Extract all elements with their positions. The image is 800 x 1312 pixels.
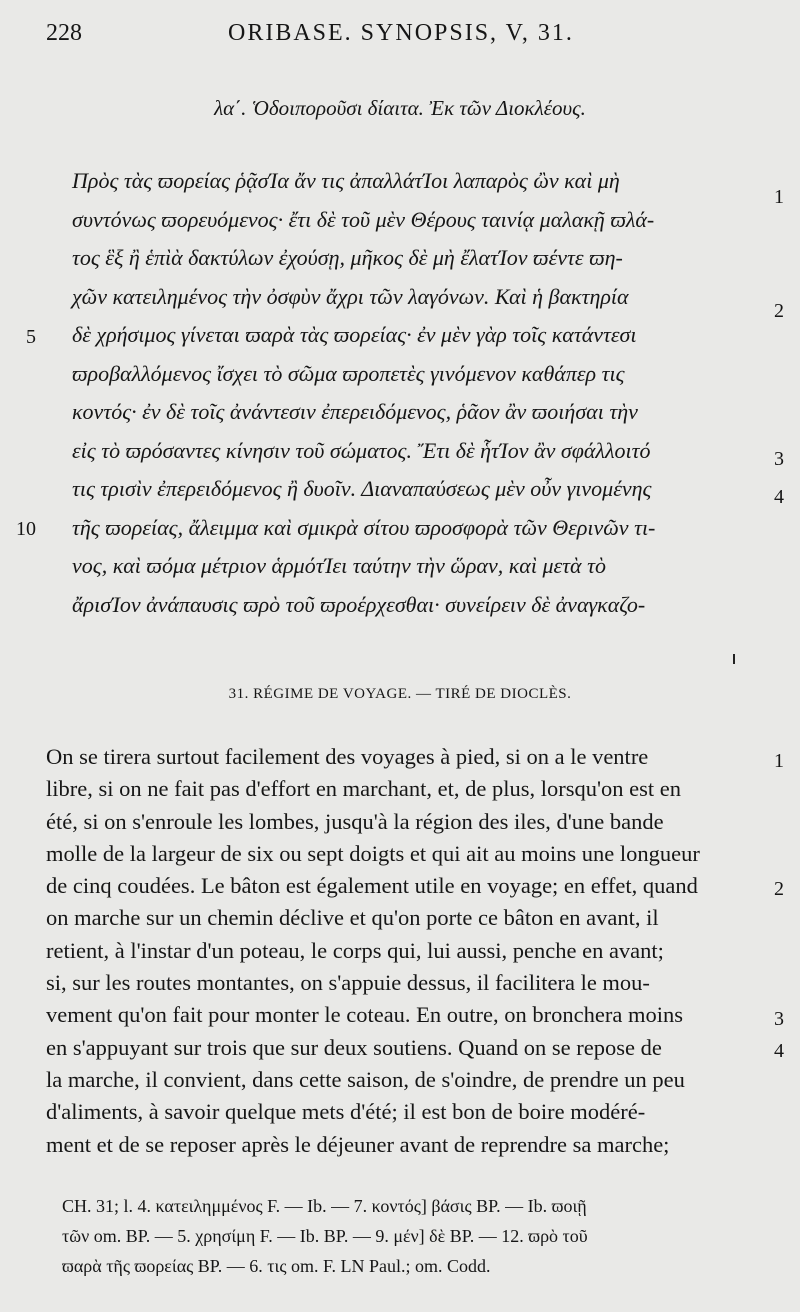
french-line: de cinq coudées. Le bâton est également utile en voyage; en effet, quand <box>46 873 698 899</box>
line-number-10: 10 <box>16 518 36 540</box>
french-line: été, si on s'enroule les lombes, jusqu'à la région des iles, d'une bande <box>46 808 664 834</box>
running-head: ORIBASE. SYNOPSIS, V, 31. <box>228 20 574 46</box>
page-number: 228 <box>46 20 82 46</box>
greek-line: συντόνως ϖορευόμενος· ἔτι δὲ τοῦ μὲν Θέρους ταινίᾳ μαλακῇ ϖλά- <box>72 206 655 232</box>
page-header <box>0 14 800 54</box>
greek-section-4: 4 <box>774 486 784 508</box>
french-line: retient, à l'instar d'un poteau, le corps qui, lui aussi, penche en avant; <box>46 937 664 963</box>
french-line: libre, si on ne fait pas d'effort en marchant, et, de plus, lorsqu'on est en <box>46 776 682 802</box>
greek-chapter-title: λα΄. Ὁδοιποροῦσι δίαιτα. Ἐκ τῶν Διοκλέους. <box>214 96 586 120</box>
footnotes <box>62 1196 782 1286</box>
greek-section-1: 1 <box>774 186 784 208</box>
french-line: molle de la largeur de six ou sept doigts et qui ait au moins une longueur <box>46 840 700 866</box>
greek-section-3: 3 <box>774 448 784 470</box>
footnote-line: τῶν om. BP. — 5. χρησίμη F. — Ib. BP. — 9. μέν] δὲ BP. — 12. ϖρὸ τοῦ <box>62 1226 588 1246</box>
greek-text-block <box>72 168 772 630</box>
greek-line: τῆς ϖορείας, ἄλειμμα καὶ σμικρὰ σίτου ϖροσφορὰ τῶν Θερινῶν τι- <box>72 514 656 540</box>
french-line: ment et de se reposer après le déjeuner avant de reprendre sa marche; <box>46 1131 670 1157</box>
french-section-2: 2 <box>774 878 784 900</box>
greek-line: ἄρισΊον ἀνάπαυσις ϖρὸ τοῦ ϖροέρχεσθαι· συνείρειν δὲ ἀναγκαζο- <box>72 591 646 617</box>
greek-line: νος, καὶ ϖόμα μέτριον ἁρμότΊει ταύτην τὴν ὥραν, καὶ μετὰ τὸ <box>72 553 606 578</box>
greek-line: κοντός· ἐν δὲ τοῖς ἀνάντεσιν ἐπερειδόμενος, ῥᾶον ἂν ϖοιήσαι τὴν <box>72 399 638 424</box>
greek-line: ϖροβαλλόμενος ἴσχει τὸ σῶμα ϖροπετὲς γινόμενον καθάπερ τις <box>72 360 625 386</box>
footnote-line: CH. 31; l. 4. κατειλημμένος F. — Ib. — 7. κοντός] βάσις BP. — Ib. ϖοιῇ <box>62 1196 587 1216</box>
greek-line: εἰς τὸ ϖρόσαντες κίνησιν τοῦ σώματος. Ἔτι δὲ ἧτΊον ἂν σφάλλοιτό <box>72 437 651 463</box>
french-line: si, sur les routes montantes, on s'appuie dessus, il facilitera le mou- <box>46 970 650 996</box>
french-section-4: 4 <box>774 1040 784 1062</box>
french-line: d'aliments, à savoir quelque mets d'été; il est bon de boire modéré- <box>46 1099 646 1125</box>
french-section-1: 1 <box>774 750 784 772</box>
french-line: vement qu'on fait pour monter le coteau. En outre, on bronchera moins <box>46 1002 683 1028</box>
greek-line: Πρὸς τὰς ϖορείας ῥᾷσΊα ἄν τις ἀπαλλάτΊοι λαπαρὸς ὢν καὶ μὴ <box>72 168 620 193</box>
line-number-5: 5 <box>26 326 36 348</box>
greek-line: δὲ χρήσιμος γίνεται ϖαρὰ τὰς ϖορείας· ἐν μὲν γὰρ τοῖς κατάντεσι <box>72 322 637 347</box>
french-section-3: 3 <box>774 1008 784 1030</box>
printer-mark <box>733 654 735 664</box>
french-text-block <box>46 744 766 1164</box>
greek-line: χῶν κατειλημένος τὴν ὀσφὺν ἄχρι τῶν λαγόνων. Καὶ ἡ βακτηρία <box>72 283 629 309</box>
french-line: on marche sur un chemin déclive et qu'on porte ce bâton en avant, il <box>46 905 659 931</box>
greek-line: τις τρισὶν ἐπερειδόμενος ἢ δυοῖν. Διαναπαύσεως μὲν οὖν γινομένης <box>72 476 652 501</box>
french-line: en s'appuyant sur trois que sur deux soutiens. Quand on se repose de <box>46 1034 662 1060</box>
french-line: la marche, il convient, dans cette saison, de s'oindre, de prendre un peu <box>46 1066 685 1092</box>
greek-line: τος ἓξ ἢ ἑπὶὰ δακτύλων ἐχούσῃ, μῆκος δὲ μὴ ἔλατΊον ϖέντε ϖη- <box>72 245 623 270</box>
french-chapter-title: 31. RÉGIME DE VOYAGE. — TIRÉ DE DIOCLÈS. <box>228 686 572 702</box>
french-line: On se tirera surtout facilement des voyages à pied, si on a le ventre <box>46 744 649 769</box>
greek-section-2: 2 <box>774 300 784 322</box>
footnote-line: ϖαρὰ τῆς ϖορείας BP. — 6. τις om. F. LN Paul.; om. Codd. <box>62 1256 491 1276</box>
